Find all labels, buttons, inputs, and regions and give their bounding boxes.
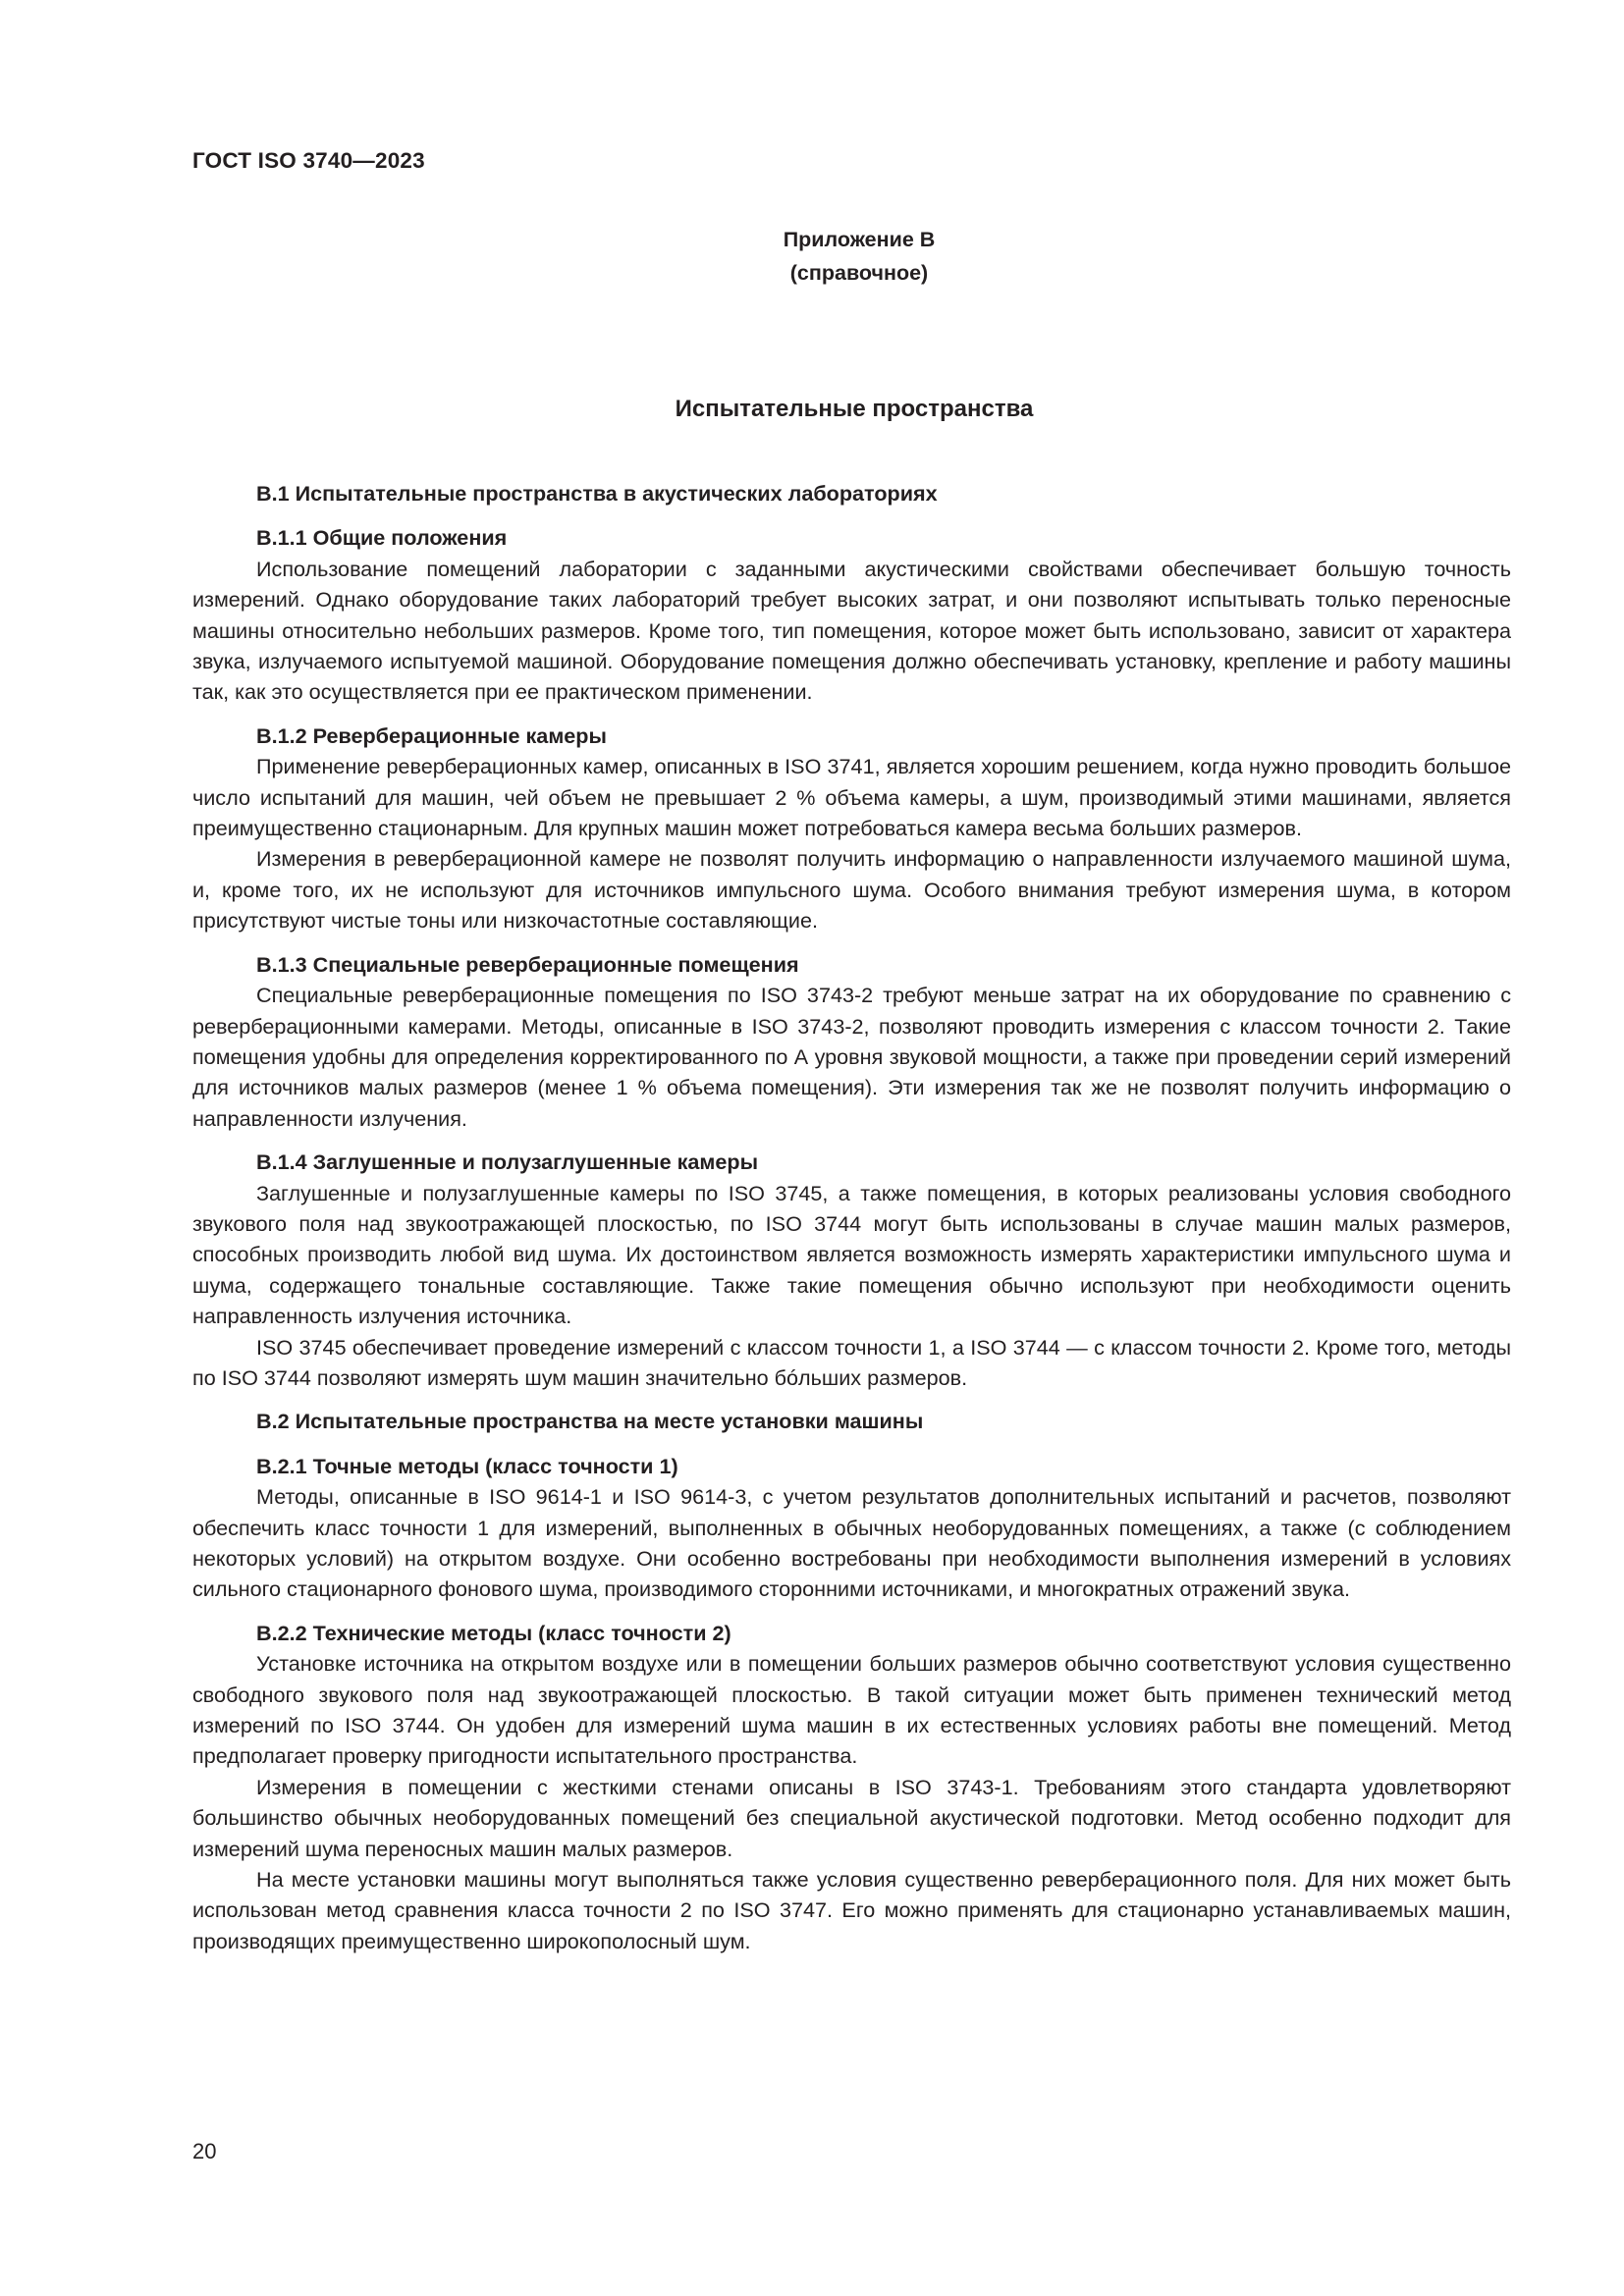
section-b1-4-heading: В.1.4 Заглушенные и полузаглушенные камеры <box>256 1149 759 1175</box>
annex-heading: Испытательные пространства <box>675 396 1034 422</box>
paragraph: Методы, описанные в ISO 9614-1 и ISO 9614-3, с учетом результатов дополнительных испытаний и расчетов, позволяют обеспечить класс точности 1 для измерений, выполненных в обычных необорудованных помещениях, а также (с соблюдением некоторых условий) на открытом воздухе. Они особенно востребованы при необходимости выполнения измерений в условиях сильного стационарного фонового шума, производимого сторонними источниками, и многократных отражений звука. <box>192 1484 1511 1602</box>
section-b2-2-heading: В.2.2 Технические методы (класс точности 2) <box>256 1620 731 1645</box>
section-b1-1-heading: В.1.1 Общие положения <box>256 525 508 551</box>
paragraph: Использование помещений лаборатории с заданными акустическими свойствами обеспечивает большую точность измерений. Однако оборудование таких лабораторий требует высоких затрат, и они позволяют испытывать только переносные машины относительно небольших размеров. Кроме того, тип помещения, которое может быть использовано, зависит от характера звука, излучаемого испытуемой машиной. Оборудование помещения должно обеспечивать установку, крепление и работу машины так, как это осуществляется при ее практическом применении. <box>192 556 1511 705</box>
section-b2-1-heading: В.2.1 Точные методы (класс точности 1) <box>256 1453 678 1478</box>
paragraph: Заглушенные и полузаглушенные камеры по ISO 3745, а также помещения, в которых реализованы условия свободного звукового поля над звукоотражающей плоскостью, по ISO 3744 могут быть использованы в случае машин малых размеров, способных производить любой вид шума. Их достоинством является возможность измерять характеристики импульсного шума и шума, содержащего тональные составляющие. Также такие помещения обычно используют при необходимости оценить направленность излучения источника. <box>192 1180 1511 1329</box>
section-b1-heading: В.1 Испытательные пространства в акустических лабораториях <box>256 481 938 506</box>
standard-code: ГОСТ ISO 3740—2023 <box>192 148 425 173</box>
page-number: 20 <box>192 2139 217 2163</box>
paragraph: На месте установки машины могут выполняться также условия существенно реверберационного поля. Для них может быть использован метод сравнения класса точности 2 по ISO 3747. Его можно применять для стационарно устанавливаемых машин, производящих преимущественно широкополосный шум. <box>192 1867 1511 1953</box>
paragraph: Установке источника на открытом воздухе или в помещении больших размеров обычно соответствуют условия существенно свободного звукового поля над звукоотражающей плоскостью. В такой ситуации может быть применен технический метод измерений по ISO 3744. Он удобен для измерений шума машин в их естественных условиях работы вне помещений. Метод предполагает проверку пригодности испытательного пространства. <box>192 1651 1511 1769</box>
paragraph: ISO 3745 обеспечивает проведение измерений с классом точности 1, а ISO 3744 — с классом точности 2. Кроме того, методы по ISO 3744 позволяют измерять шум машин значительно бóльших размеров. <box>192 1334 1511 1390</box>
paragraph: Применение реверберационных камер, описанных в ISO 3741, является хорошим решением, когда нужно проводить большое число испытаний для машин, чей объем не превышает 2 % объема камеры, а шум, производимый этими машинами, является преимущественно стационарным. Для крупных машин может потребоваться камера весьма больших размеров. <box>192 754 1511 841</box>
paragraph: Специальные реверберационные помещения по ISO 3743-2 требуют меньше затрат на их оборудование по сравнению с реверберационными камерами. Методы, описанные в ISO 3743-2, позволяют проводить измерения с классом точности 2. Такие помещения удобны для определения корректированного по А уровня звуковой мощности, а также при проведении серий измерений для источников малых размеров (менее 1 % объема помещения). Эти измерения так же не позволят получить информацию о направленности излучения. <box>192 983 1511 1131</box>
section-b1-3-heading: В.1.3 Специальные реверберационные помещения <box>256 951 799 977</box>
annex-kind: (справочное) <box>789 261 929 285</box>
section-b1-2-heading: В.1.2 Реверберационные камеры <box>256 722 607 748</box>
section-b2-heading: В.2 Испытательные пространства на месте установки машины <box>256 1409 924 1434</box>
paragraph: Измерения в помещении с жесткими стенами описаны в ISO 3743-1. Требованиям этого стандарта удовлетворяют большинство обычных необорудованных помещений без специальной акустической подготовки. Метод особенно подходит для измерений шума переносных машин малых размеров. <box>192 1774 1511 1861</box>
paragraph: Измерения в реверберационной камере не позволят получить информацию о направленности излучаемого машиной шума, и, кроме того, их не используют для источников импульсного шума. Особого внимания требуют измерения шума, в котором присутствуют чистые тоны или низкочастотные составляющие. <box>192 846 1511 934</box>
annex-title: Приложение В <box>783 228 936 251</box>
document-body <box>192 478 1511 1956</box>
